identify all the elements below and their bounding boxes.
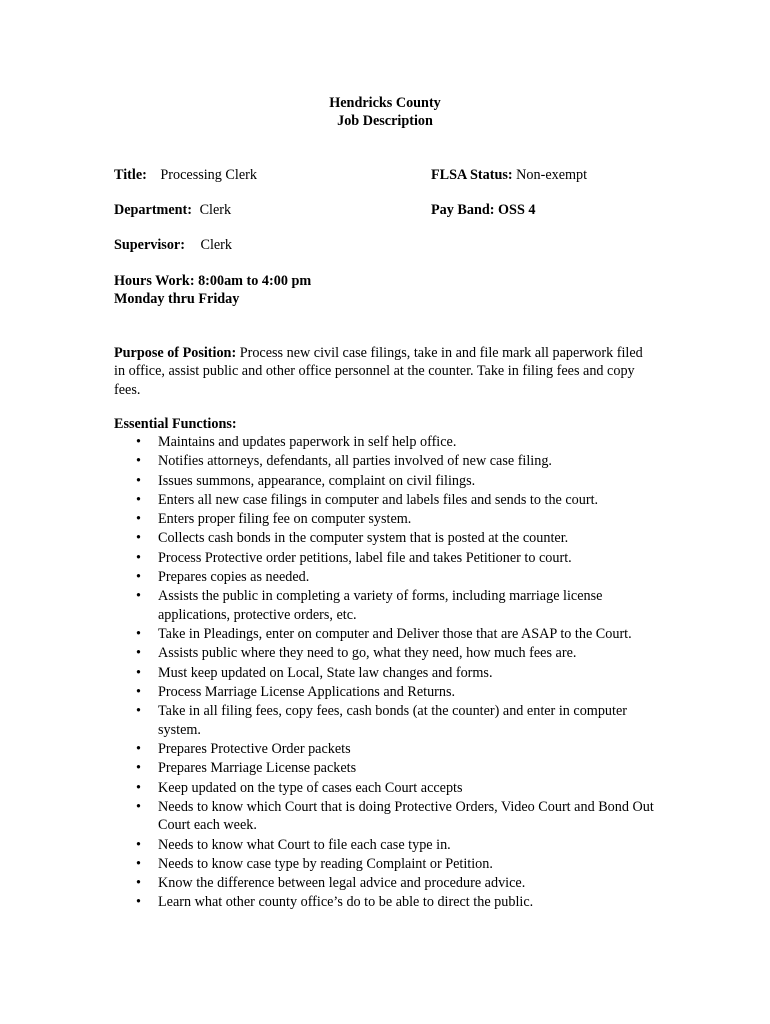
- list-item-text: Prepares copies as needed.: [158, 569, 310, 586]
- list-item: [114, 568, 654, 586]
- list-item: [114, 510, 654, 528]
- list-item: [114, 683, 654, 701]
- list-item-text: Enters proper filing fee on computer system.: [158, 511, 412, 528]
- list-item: [114, 529, 654, 547]
- list-item: [114, 472, 654, 490]
- bullet-icon: •: [136, 626, 141, 643]
- bullet-icon: •: [136, 491, 141, 508]
- list-item-text: Prepares Protective Order packets: [158, 740, 351, 757]
- flsa-value: Non-exempt: [516, 167, 588, 183]
- bullet-icon: •: [136, 645, 141, 662]
- list-item-text: Assists the public in completing a variety of forms, including marriage license applications, protective orders, etc.: [158, 588, 603, 623]
- supervisor-label: Supervisor:: [114, 237, 185, 253]
- bullet-icon: •: [136, 569, 141, 586]
- supervisor-row: [114, 236, 232, 254]
- title-label: Title:: [114, 167, 147, 183]
- bullet-icon: •: [136, 530, 141, 547]
- list-item-text: Know the difference between legal advice and procedure advice.: [158, 875, 526, 892]
- list-item-text: Collects cash bonds in the computer system that is posted at the counter.: [158, 530, 569, 547]
- list-item: [114, 836, 654, 854]
- list-item: [114, 433, 654, 451]
- list-item: [114, 625, 654, 643]
- bullet-icon: •: [136, 894, 141, 911]
- list-item-text: Process Marriage License Applications and Returns.: [158, 683, 456, 700]
- list-item-text: Needs to know which Court that is doing Protective Orders, Video Court and Bond Out Court each week.: [158, 798, 654, 834]
- title-row: [114, 166, 257, 184]
- bullet-icon: •: [136, 588, 141, 605]
- purpose-paragraph: [114, 344, 654, 399]
- flsa-label: FLSA Status:: [431, 167, 513, 183]
- county-name: Hendricks County: [329, 95, 441, 111]
- hours-line-1: Hours Work: 8:00am to 4:00 pm: [114, 273, 312, 289]
- department-row: [114, 201, 231, 219]
- bullet-icon: •: [136, 434, 141, 450]
- list-item-text: Must keep updated on Local, State law changes and forms.: [158, 664, 493, 681]
- bullet-icon: •: [136, 453, 141, 470]
- list-item-text: Assists public where they need to go, what they need, how much fees are.: [158, 645, 577, 662]
- bullet-icon: •: [136, 836, 141, 853]
- list-item: [114, 740, 654, 758]
- document-header: [0, 94, 770, 130]
- bullet-icon: •: [136, 511, 141, 528]
- list-item-text: Keep updated on the type of cases each Court accepts: [158, 779, 463, 796]
- list-item: [114, 702, 654, 739]
- list-item-text: Needs to know case type by reading Complaint or Petition.: [158, 855, 493, 872]
- list-item-text: Prepares Marriage License packets: [158, 760, 357, 777]
- purpose-label: Purpose of Position:: [114, 345, 237, 361]
- bullet-icon: •: [136, 664, 141, 681]
- title-value: Processing Clerk: [160, 167, 257, 183]
- supervisor-value: Clerk: [200, 237, 233, 253]
- bullet-icon: •: [136, 760, 141, 777]
- purpose-text: Process new civil case filings, take in and file mark all paperwork filed in office, assist public and other office personnel at the counter. Take in filing fees and copy fees.: [114, 345, 643, 398]
- bullet-icon: •: [136, 472, 141, 489]
- list-item: [114, 644, 654, 662]
- flsa-row: [431, 166, 587, 184]
- document-title: Job Description: [337, 113, 433, 129]
- list-item: [114, 587, 654, 624]
- list-item: [114, 779, 654, 797]
- list-item-text: Notifies attorneys, defendants, all parties involved of new case filing.: [158, 453, 552, 470]
- payband-row: [431, 201, 535, 219]
- bullet-icon: •: [136, 855, 141, 872]
- list-item: [114, 874, 654, 892]
- hours-line-2: Monday thru Friday: [114, 291, 240, 307]
- list-item: [114, 798, 654, 835]
- essential-functions-title: Essential Functions:: [114, 416, 237, 432]
- list-item: [114, 664, 654, 682]
- list-item: [114, 893, 654, 911]
- list-item-text: Take in Pleadings, enter on computer and Deliver those that are ASAP to the Court.: [158, 626, 632, 643]
- list-item: [114, 452, 654, 470]
- list-item-text: Take in all filing fees, copy fees, cash bonds (at the counter) and enter in computer system.: [158, 703, 627, 738]
- bullet-icon: •: [136, 740, 141, 757]
- list-item-text: Needs to know what Court to file each case type in.: [158, 836, 451, 853]
- list-item: [114, 759, 654, 777]
- bullet-icon: •: [136, 703, 141, 720]
- list-item-text: Learn what other county office’s do to be able to direct the public.: [158, 894, 534, 911]
- list-item-text: Maintains and updates paperwork in self help office.: [158, 434, 457, 450]
- list-item: [114, 549, 654, 567]
- bullet-icon: •: [136, 798, 141, 815]
- department-label: Department:: [114, 202, 193, 218]
- payband-value: OSS 4: [498, 202, 536, 218]
- bullet-icon: •: [136, 683, 141, 700]
- list-item-text: Process Protective order petitions, label file and takes Petitioner to court.: [158, 549, 572, 566]
- bullet-icon: •: [136, 779, 141, 796]
- department-value: Clerk: [199, 202, 232, 218]
- payband-label: Pay Band:: [431, 202, 495, 218]
- essential-functions-list: [114, 433, 654, 913]
- list-item-text: Issues summons, appearance, complaint on civil filings.: [158, 472, 476, 489]
- list-item-text: Enters all new case filings in computer and labels files and sends to the court.: [158, 491, 599, 508]
- list-item: [114, 855, 654, 873]
- list-item: [114, 491, 654, 509]
- bullet-icon: •: [136, 549, 141, 566]
- bullet-icon: •: [136, 875, 141, 892]
